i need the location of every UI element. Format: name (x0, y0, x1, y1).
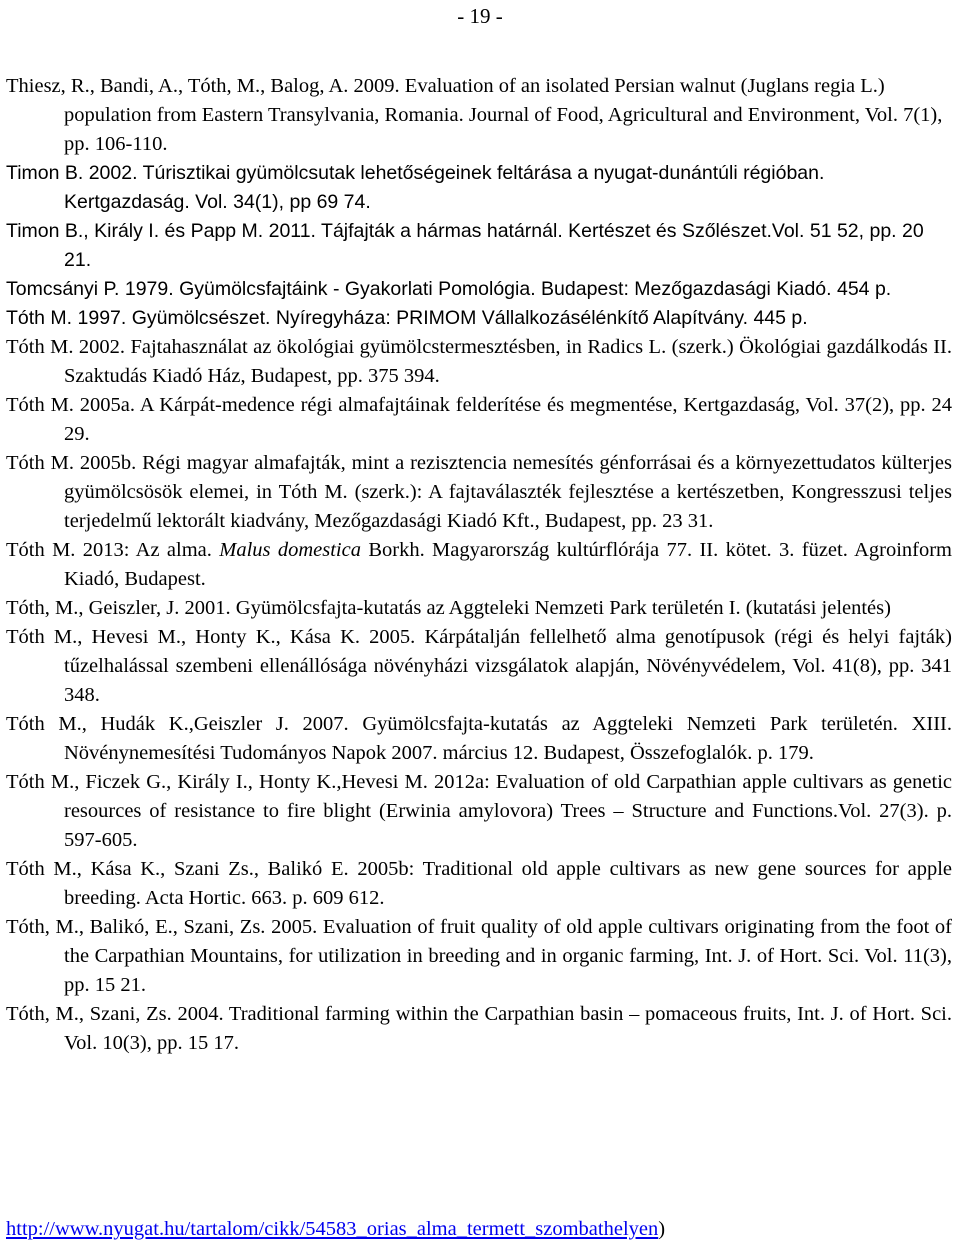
reference-toth-2005b: Tóth M. 2005b. Régi magyar almafajták, mint a rezisztencia nemesítés génforrásai és a környezettudatos külterjes gyümölcsösök elemei, in Tóth M. (szerk.): A fajtaválaszték fejlesztése a kertészetben, Kongresszusi teljes terjedelmű lektorált kiadvány, Mezőgazdasági Kiadó Kft., Budapest, pp. 23 31. (6, 452, 952, 532)
reference-toth-2013-part1: Tóth M. 2013: Az alma. (6, 539, 220, 561)
reference-timon-2011: Timon B., Király I. és Papp M. 2011. Tájfajták a hármas határnál. Kertészet és Szőlészet.Vol. 51 52, pp. 20 21. (6, 220, 924, 271)
reference-toth-hudak-2007: Tóth M., Hudák K.,Geiszler J. 2007. Gyümölcsfajta-kutatás az Aggteleki Nemzeti Park területén. XIII. Növénynemesítési Tudományos Napok 2007. március 12. Budapest, Összefoglalók. p. 179. (6, 713, 952, 764)
reference-toth-1997: Tóth M. 1997. Gyümölcsészet. Nyíregyháza: PRIMOM Vállalkozásélénkítő Alapítvány. 445 p. (6, 307, 808, 329)
reference-tomcsanyi-1979: Tomcsányi P. 1979. Gyümölcsfajtáink - Gyakorlati Pomológia. Budapest: Mezőgazdasági Kiadó. 454 p. (6, 278, 892, 300)
reference-list (6, 72, 952, 1058)
page-number: - 19 - (457, 4, 503, 28)
reference-timon-2002: Timon B. 2002. Túrisztikai gyümölcsutak lehetőségeinek feltárása a nyugat-dunántúli régióban. Kertgazdaság. Vol. 34(1), pp 69 74. (6, 162, 825, 213)
reference-toth-szani-2004: Tóth, M., Szani, Zs. 2004. Traditional farming within the Carpathian basin – pomaceous fruits, Int. J. of Hort. Sci. Vol. 10(3), pp. 15 17. (6, 1003, 952, 1054)
reference-toth-kasa-2005b: Tóth M., Kása K., Szani Zs., Balikó E. 2005b: Traditional old apple cultivars as new gene sources for apple breeding. Acta Hortic. 663. p. 609 612. (6, 858, 952, 909)
web-reference-closing: ) (658, 1218, 666, 1240)
reference-toth-2013 (6, 536, 952, 594)
reference-toth-2013-part2: Borkh. Magyarország kultúrflórája 77. II. kötet. 3. füzet. Agroinform Kiadó, Budapest. (64, 539, 952, 590)
reference-toth-baliko-2005: Tóth, M., Balikó, E., Szani, Zs. 2005. Evaluation of fruit quality of old apple cultivars originating from the foot of the Carpathian Mountains, for utilization in breeding and in organic farming, Int. J. of Hort. Sci. Vol. 11(3), pp. 15 21. (6, 916, 952, 996)
reference-toth-2005a: Tóth M. 2005a. A Kárpát-medence régi almafajtáinak felderítése és megmentése, Kertgazdaság, Vol. 37(2), pp. 24 29. (6, 394, 952, 445)
reference-toth-geiszler-2001: Tóth, M., Geiszler, J. 2001. Gyümölcsfajta-kutatás az Aggteleki Nemzeti Park területén I. (kutatási jelentés) (6, 597, 891, 619)
reference-thiesz-2009: Thiesz, R., Bandi, A., Tóth, M., Balog, A. 2009. Evaluation of an isolated Persian walnut (Juglans regia L.) population from Eastern Transylvania, Romania. Journal of Food, Agricultural and Environment, Vol. 7(1), pp. 106-110. (6, 75, 943, 155)
reference-toth-ficzek-2012a: Tóth M., Ficzek G., Király I., Honty K.,Hevesi M. 2012a: Evaluation of old Carpathian apple cultivars as genetic resources of resistance to fire blight (Erwinia amylovora) Trees – Structure and Functions.Vol. 27(3). p. 597-605. (6, 771, 952, 851)
reference-toth-2002: Tóth M. 2002. Fajtahasználat az ökológiai gyümölcstermesztésben, in Radics L. (szerk.) Ökológiai gazdálkodás II. Szaktudás Kiadó Ház, Budapest, pp. 375 394. (6, 336, 952, 387)
web-reference-link[interactable]: http://www.nyugat.hu/tartalom/cikk/54583_orias_alma_termett_szombathelyen (6, 1218, 659, 1240)
reference-toth-hevesi-2005: Tóth M., Hevesi M., Honty K., Kása K. 2005. Kárpátalján fellelhető alma genotípusok (régi és helyi fajták) tűzelhalással szembeni ellenállósága növényházi vizsgálatok alapján, Növényvédelem, Vol. 41(8), pp. 341 348. (6, 626, 952, 706)
web-reference-line (6, 1215, 956, 1244)
reference-toth-2013-species: Malus domestica (219, 539, 361, 561)
